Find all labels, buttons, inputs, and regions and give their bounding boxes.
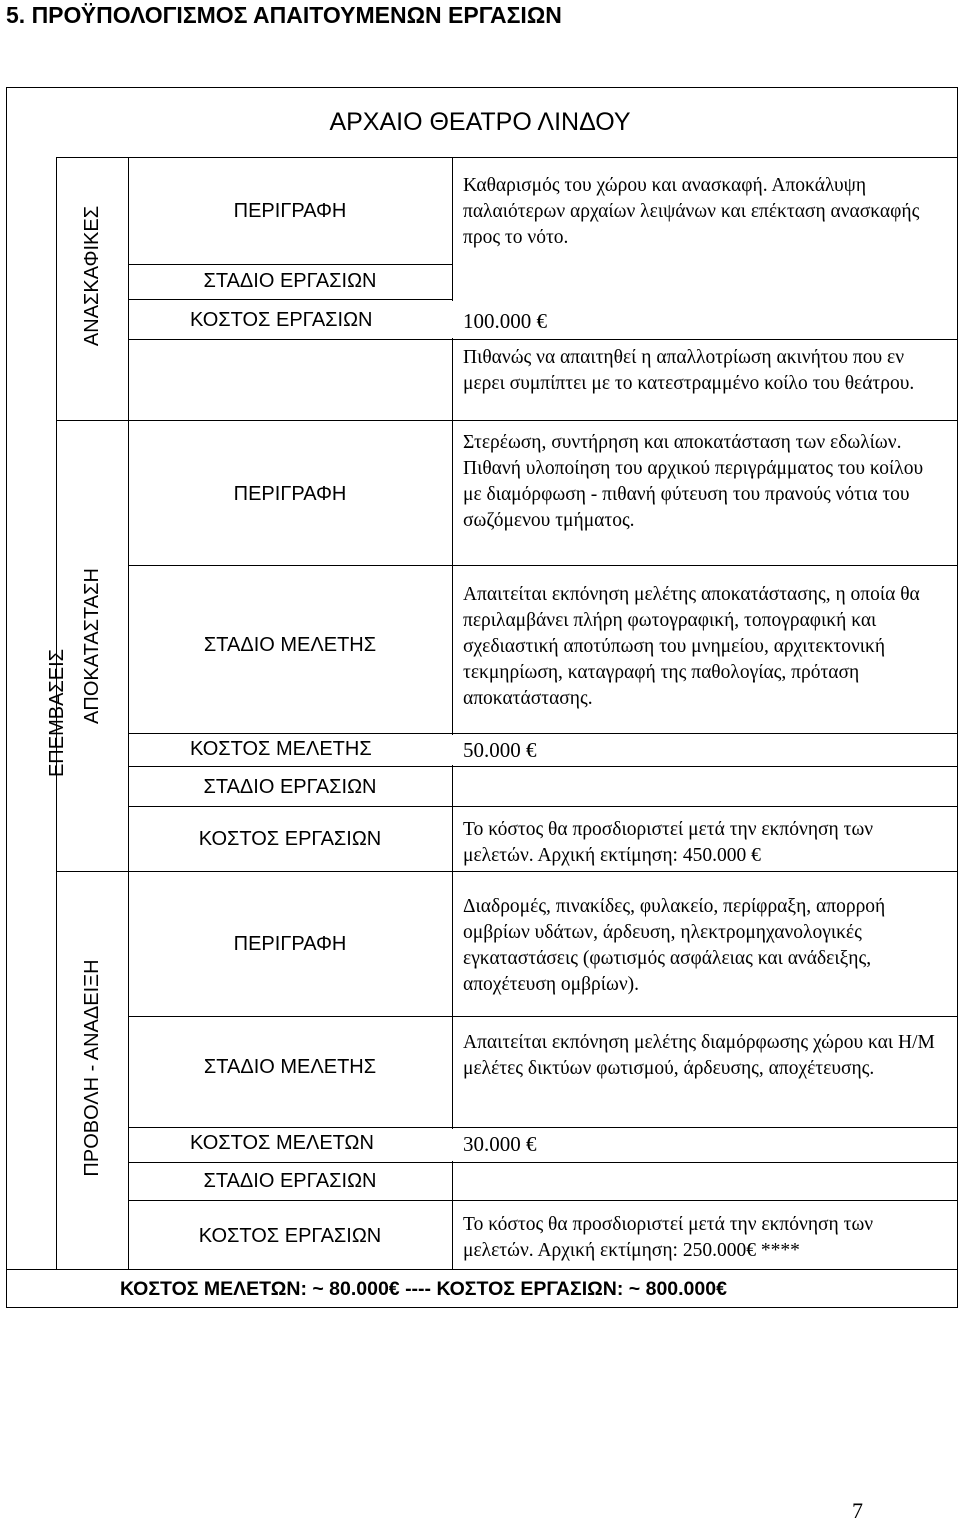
study-cost-value: 50.000 € xyxy=(463,738,537,762)
row-divider xyxy=(128,1016,958,1017)
study-stage-label: ΣΤΑΔΙΟ ΜΕΛΕΤΗΣ xyxy=(203,1056,377,1078)
table-border-right xyxy=(957,87,958,1308)
page-number: 7 xyxy=(852,1498,863,1523)
section-column-divider xyxy=(128,157,129,1269)
works-cost-text: Το κόστος θα προσδιοριστεί μετά την εκπόνηση των μελετών. Αρχική εκτίμηση: 450.000 € xyxy=(463,819,874,866)
table-border-left xyxy=(6,87,7,1308)
description-text: Στερέωση, συντήρηση και αποκατάσταση των εδωλίων. Πιθανή υλοποίηση του αρχικού περιγράμματος του κοίλου με διαμόρφωση - πιθανή φύτευση του πρανούς νότια του σωζόμενου τμήματος. xyxy=(463,432,924,531)
row-divider xyxy=(128,733,958,734)
row-divider xyxy=(128,1162,958,1163)
title-row-divider xyxy=(56,157,958,158)
row-divider xyxy=(128,339,958,340)
description-label: ΠΕΡΙΓΡΑΦΗ xyxy=(233,200,347,222)
row-divider xyxy=(128,766,958,767)
row-divider xyxy=(128,264,452,265)
section-label-promotion: ΠΡΟΒΟΛΗ - ΑΝΑΔΕΙΞΗ xyxy=(81,959,103,1177)
row-divider xyxy=(128,1200,958,1201)
study-cost-label: ΚΟΣΤΟΣ ΜΕΛΕΤΩΝ xyxy=(190,1132,374,1154)
total-costs: ΚΟΣΤΟΣ ΜΕΛΕΤΩΝ: ~ 80.000€ ---- ΚΟΣΤΟΣ ΕΡΓΑΣΙΩΝ: ~ 800.000€ xyxy=(120,1278,727,1300)
merged-cell-mask xyxy=(450,301,455,338)
row-divider xyxy=(128,565,958,566)
group-label: ΕΠΕΜΒΑΣΕΙΣ xyxy=(46,648,68,778)
description-label: ΠΕΡΙΓΡΑΦΗ xyxy=(233,933,347,955)
study-cost-value: 30.000 € xyxy=(463,1132,537,1156)
row-divider xyxy=(128,299,452,300)
works-cost-text: Το κόστος θα προσδιοριστεί μετά την εκπόνηση των μελετών. Αρχική εκτίμηση: 250.000€ **** xyxy=(463,1214,874,1261)
table-border-top xyxy=(6,87,958,88)
works-stage-label: ΣΤΑΔΙΟ ΕΡΓΑΣΙΩΝ xyxy=(203,776,377,798)
row-divider xyxy=(128,1127,958,1128)
works-stage-label: ΣΤΑΔΙΟ ΕΡΓΑΣΙΩΝ xyxy=(203,270,377,292)
section-label-excavation: ΑΝΑΣΚΑΦΙΚΕΣ xyxy=(81,205,103,347)
works-cost-label: ΚΟΣΤΟΣ ΕΡΓΑΣΙΩΝ xyxy=(190,309,373,331)
study-cost-label: ΚΟΣΤΟΣ ΜΕΛΕΤΗΣ xyxy=(190,738,372,760)
merged-cell-mask xyxy=(450,735,455,765)
row-divider xyxy=(128,806,958,807)
study-stage-label: ΣΤΑΔΙΟ ΜΕΛΕΤΗΣ xyxy=(203,634,377,656)
monument-title: ΑΡΧΑΙΟ ΘΕΑΤΡΟ ΛΙΝΔΟΥ xyxy=(329,108,631,136)
section-heading: 5. ΠΡΟΫΠΟΛΟΓΙΣΜΟΣ ΑΠΑΙΤΟΥΜΕΝΩΝ ΕΡΓΑΣΙΩΝ xyxy=(6,2,562,28)
section-divider-1 xyxy=(56,420,958,421)
table-border-bottom xyxy=(6,1307,958,1308)
footer-row-divider xyxy=(6,1269,958,1270)
description-text: Καθαρισμός του χώρου και ανασκαφή. Αποκάλυψη παλαιότερων αρχαίων λειψάνων και επέκταση ανασκαφής προς το νότο. xyxy=(463,175,920,248)
merged-cell-mask xyxy=(450,1129,455,1161)
works-cost-label: ΚΟΣΤΟΣ ΕΡΓΑΣΙΩΝ xyxy=(198,1225,382,1247)
works-cost-label: ΚΟΣΤΟΣ ΕΡΓΑΣΙΩΝ xyxy=(198,828,382,850)
description-label: ΠΕΡΙΓΡΑΦΗ xyxy=(233,483,347,505)
study-stage-text: Απαιτείται εκπόνηση μελέτης διαμόρφωσης χώρου και Η/Μ μελέτες δικτύων φωτισμού, άρδευσης, αποχέτευσης. xyxy=(463,1032,935,1079)
note-text: Πιθανώς να απαιτηθεί η απαλλοτρίωση ακινήτου που εν μερει συμπίπτει με το κατεστραμμένο κοίλο του θεάτρου. xyxy=(463,347,915,394)
works-cost-value: 100.000 € xyxy=(463,309,547,333)
description-text: Διαδρομές, πινακίδες, φυλακείο, περίφραξη, απορροή ομβρίων υδάτων, άρδευση, ηλεκτρομηχανολογικές εγκαταστάσεις (φωτισμός ασφάλειας και ανάδειξης, αποχέτευση ομβρίων). xyxy=(463,896,886,995)
section-label-restoration: ΑΠΟΚΑΤΑΣΤΑΣΗ xyxy=(81,568,103,724)
study-stage-text: Απαιτείται εκπόνηση μελέτης αποκατάστασης, η οποία θα περιλαμβάνει πλήρη φωτογραφική, τοπογραφική και σχεδιαστική αποτύπωση του μνημείου, αρχιτεκτονική τεκμηρίωση, καταγραφή της παθολογίας, πρόταση αποκατάστασης. xyxy=(463,584,920,709)
works-stage-label: ΣΤΑΔΙΟ ΕΡΓΑΣΙΩΝ xyxy=(203,1170,377,1192)
section-divider-2 xyxy=(56,871,958,872)
